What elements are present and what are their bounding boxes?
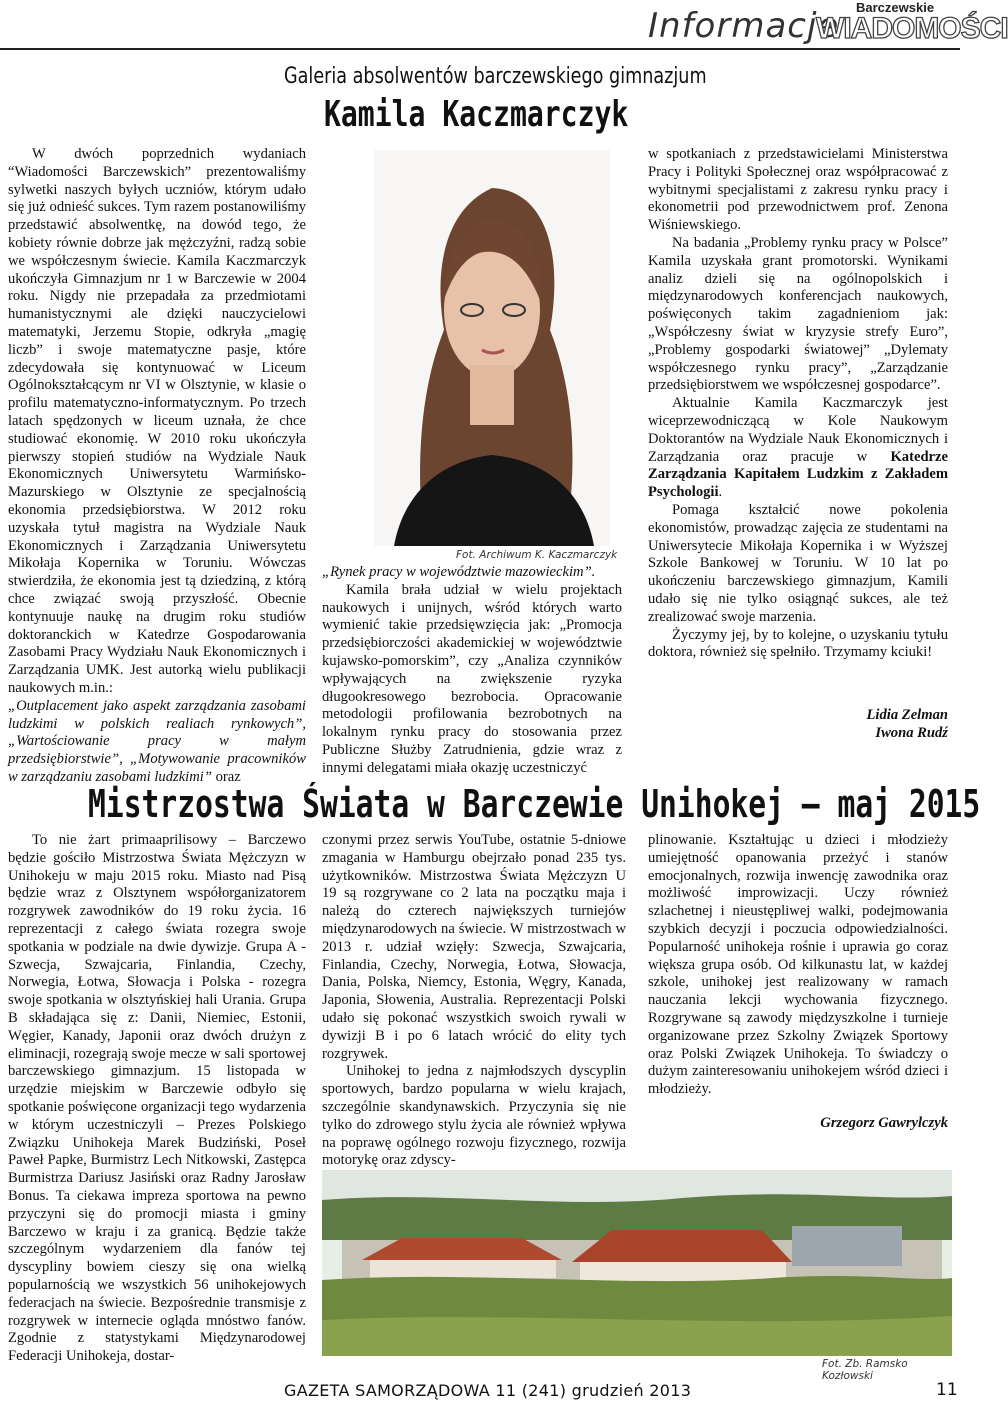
article1-signature <box>748 706 948 742</box>
portrait-image <box>374 150 610 546</box>
article1-column-3 <box>648 146 948 662</box>
article2-column-1 <box>8 832 306 1366</box>
school-landscape-image <box>322 1170 952 1356</box>
article1-col2-lead: „Rynek pracy w województwie mazowieckim”. <box>322 564 596 580</box>
article1-col3-p1: w spotkaniach z przedstawicielami Ministerstwa Pracy i Polityki Społecznej oraz współpracować z wybitnymi specjalistami z zakresu rynku pracy i ekonometrii pod przewodnictwem prof. Zenona Wiśniewskiego. <box>648 146 948 234</box>
article2-column-3 <box>648 832 948 1099</box>
article1-publications: „Outplacement jako aspekt zarządzania zasobami ludzkimi w polskich realiach rynkowych”, „Wartościowanie pracy w małym przedsiębiorstwie”, „Motywowanie pracowników w zarządzaniu zasobami ludzkimi” <box>8 697 306 785</box>
page-number: 11 <box>936 1380 958 1400</box>
article2-title: Mistrzostwa Świata w Barczewie Unihokej – maj 2015 <box>88 782 981 826</box>
article1-col3-p4: Pomaga kształcić nowe pokolenia ekonomistów, prowadząc zajęcia ze studentami na Uniwersytecie Mikołaja Kopernika i w Wyższej Szkole Bankowej w Toruniu. W 10 lat po ukończeniu barczewskiego gimnazjum, Kamili udało się nie tylko osiągnąć sukces, ale też zrealizować swoje marzenia. <box>648 501 948 625</box>
article2-col2-p2: Unihokej to jedna z najmłodszych dyscyplin sportowych, bardzo popularna w wielu krajach, szczególnie skandynawskich. Przyczynia się nie tylko do zdrowego stylu życia ale również wpływa na poprawę ogólnego rozwoju fizycznego, rozwija motorykę oraz zdyscy- <box>322 1063 626 1169</box>
article1-col3-p2: Na badania „Problemy rynku pracy w Polsce” Kamila uzyskała grant promotorski. Wynikami analiz dzieli się na ogólnopolskich i międzynarodowych konferencjach naukowych, poświęconych takim zagadnieniom jak: „Współczesny świat w kryzysie strefy Euro”, „Problemy gospodarki światowej” „Dylematy współczesnego rynku pracy”, „Zarządzanie przedsiębiorstwem we współczesnej gospodarce”. <box>648 234 948 394</box>
article1-kicker: Galeria absolwentów barczewskiego gimnazjum <box>284 64 707 89</box>
author-name-2: Iwona Rudź <box>875 725 948 741</box>
article2-col1-text: To nie żart primaaprilisowy – Barczewo będzie gościło Mistrzostwa Świata Mężczyzn w Unihokeju w maju 2015 roku. Miasto nad Pisą będzie wraz z Olsztynem współorganizatorem rozgrywek zawodników do 19 roku życia. 16 reprezentacji z całego świata rozegra swoje spotkania w podziale na dwie dywizje. Grupa A - Szwecja, Szwajcaria, Finlandia, Czechy, Norwegia, Łotwa, Słowacja i Polska - rozegra swoje spotkania w olsztyńskiej hali Urania. Grupa B składająca się z: Danii, Niemiec, Estonii, Węgier, Kanady, Japonii oraz dwóch drużyn z eliminacji, rozegrają swoje mecze w sali sportowej barczewskiego gimnazjum. 15 listopada w urzędzie miejskim w Barczewie odbyło się spotkanie poświęcone organizacji tego wydarzenia w którym uczestniczyli – Prezes Polskiego Związku Unihokeja Marek Budziński, Poseł Paweł Papke, Burmistrz Lech Nitkowski, Zastępca Burmistrza Dariusz Jasiński oraz Radny Jarosław Bonus. Ta ciekawa impreza sportowa na pewno przyczyni się do promocji miasta i gminy Barczewo w kraju i za granicą. Będzie także szczególnym wydarzeniem dla fanów tej dyscypliny bowiem cieszy się ona wielką popularnością we wszystkich 56 unihokejowych federacjach na świecie. Bezpośrednie transmisje z rozgrywek w internecie ogląda mnóstwo fanów. Zgodnie z statystykami Międzynarodowej Federacji Unihokeja, dostar- <box>8 832 306 1365</box>
article1-column-1 <box>8 146 306 787</box>
article1-col2-text: Kamila brała udział w wielu projektach naukowych i unijnych, wśród których warto wymienić takie przedsięwzięcia jak: „Promocja przedsiębiorczości akademickiej w województwie kujawsko-pomorskim”, czy „Analiza czynników wpływających na zwiększenie ryzyka długookresowego bezrobocia. Opracowanie metodologii profilowania bezrobotnych na lokalnym rynku pracy do stosowania przez Publiczne Służby Zatrudnienia, gdzie wraz z innymi delegatami miała okazję uczestniczyć <box>322 581 622 776</box>
school-photo-credit: Fot. Zb. Ramsko Kozłowski <box>822 1358 908 1382</box>
author-name-1: Lidia Zelman <box>866 707 948 723</box>
article1-col3-p3-bold: Katedrze Zarządzania Kapitałem Ludzkim z Zakładem Psychologii <box>648 448 948 501</box>
portrait-photo <box>374 150 610 546</box>
section-title: Informacje <box>648 6 840 46</box>
article2-column-2 <box>322 832 626 1170</box>
article2-col2-p1: czonymi przez serwis YouTube, ostatnie 5-dniowe zmagania w Hamburgu obejrzało ponad 235 tys. użytkowników. Mistrzostwa Świata Mężczyzn U 19 są rozgrywane co 2 lata na początku maja i należą do czterech największych turniejów międzynarodowych na świecie. W mistrzostwach w 2013 r. udział wzięły: Szwecja, Szwajcaria, Finlandia, Czechy, Norwegia, Łotwa, Słowacja, Dania, Polska, Niemcy, Estonia, Węgry, Kanada, Japonia, Słowenia, Australia. Reprezentacji Polski udało się pokonać wszystkich swoich rywali w dywizji B i po 6 latach wrócić do elity tych rozgrywek. <box>322 832 626 1062</box>
header-rule <box>0 48 960 50</box>
article1-col3-p5: Życzymy jej, by to kolejne, o uzyskaniu tytułu doktora, również się spełniło. Trzymamy kciuki! <box>648 626 948 661</box>
article1-column-2 <box>322 564 622 778</box>
article2-col3-p1: plinowanie. Kształtując u dzieci i młodzieży umiejętność opanowania przeżyć i stanów emocjonalnych, rozwija inwencję zawodnika oraz możliwość improwizacji. Uczy również szlachetnej i nieustępliwej walki, podejmowania szybkich decyzji i poczucia odpowiedzialności. Popularność unihokeja rośnie i uprawia go coraz większa grupa osób. Od kilkunastu lat, w każdej szkole, unihokej jest realizowany w ramach nauczania lekcji wychowania fizycznego. Rozgrywane są zawody międzyszkolne i turnieje organizowane przez Szkolny Związek Sportowy oraz Polski Związek Unihokeja. To świadczy o dużym zainteresowaniu unihokejem wśród dzieci i młodzieży. <box>648 832 948 1098</box>
article1-col3-p3 <box>648 395 948 502</box>
article1-col1-text: W dwóch poprzednich wydaniach “Wiadomości Barczewskich” prezentowaliśmy sylwetki naszych byłych uczniów, którym udało się już odnieść sukces. Tym razem postanowiliśmy przedstawić absolwentkę, na dowód tego, że kobiety równie dobrze jak mężczyźni, radzą sobie we współczesnym świecie. Kamila Kaczmarczyk ukończyła Gimnazjum nr 1 w Barczewie w 2004 roku. Nigdy nie przepadała za przedmiotami humanistycznymi ale dzięki nauczycielowi matematyki, Jerzemu Stopie, odkryła „magię liczb” i swoje matematyczne pasje, które zdecydowała się kontynuować w Liceum Ogólnokształcącym nr VI w Olsztynie, w klasie o profilu matematyczno-informatycznym. Po trzech latach spędzonych w liceum uznała, że chce studiować ekonomię. W 2010 roku ukończyła pierwszy stopień studiów na Wydziale Nauk Ekonomicznych Uniwersytetu Warmińsko-Mazurskiego w Olsztynie ze specjalnością ekonomia przedsiębiorstwa. W 2012 roku uzyskała tytuł magistra na Wydziale Nauk Ekonomicznych i Zarządzania Uniwersytetu Mikołaja Kopernika w Toruniu. Wówczas stwierdziła, że ekonomia jest tą dziedziną, z którą chce związać swoją przyszłość. Obecnie kontynuuje naukę na drugim roku studiów doktoranckich w Katedrze Gospodarowania Zasobami Pracy Wydziału Nauk Ekonomicznych i Zarządzania UMK. Jest autorką wielu publikacji naukowych m.in.: <box>8 146 306 696</box>
portrait-credit: Fot. Archiwum K. Kaczmarczyk <box>456 549 618 561</box>
article1-title: Kamila Kaczmarczyk <box>324 94 629 135</box>
article1-col1-tail: oraz <box>215 768 241 785</box>
article2-signature: Grzegorz Gawrylczyk <box>820 1115 948 1131</box>
school-photo <box>322 1170 952 1356</box>
article1-col3-p3-a: Aktualnie Kamila Kaczmarczyk jest wiceprzewodniczącą w Kole Naukowym Doktorantów na Wydziale Nauk Ekonomicznych i Zarządzania oraz pracuje w <box>648 395 948 465</box>
brand-small-label: Barczewskie <box>856 0 935 15</box>
brand-logo: WIADOMOŚCI <box>816 12 1008 45</box>
publication-footer: GAZETA SAMORZĄDOWA 11 (241) grudzień 2013 <box>284 1381 692 1400</box>
article1-col3-p3-c: . <box>718 484 723 501</box>
